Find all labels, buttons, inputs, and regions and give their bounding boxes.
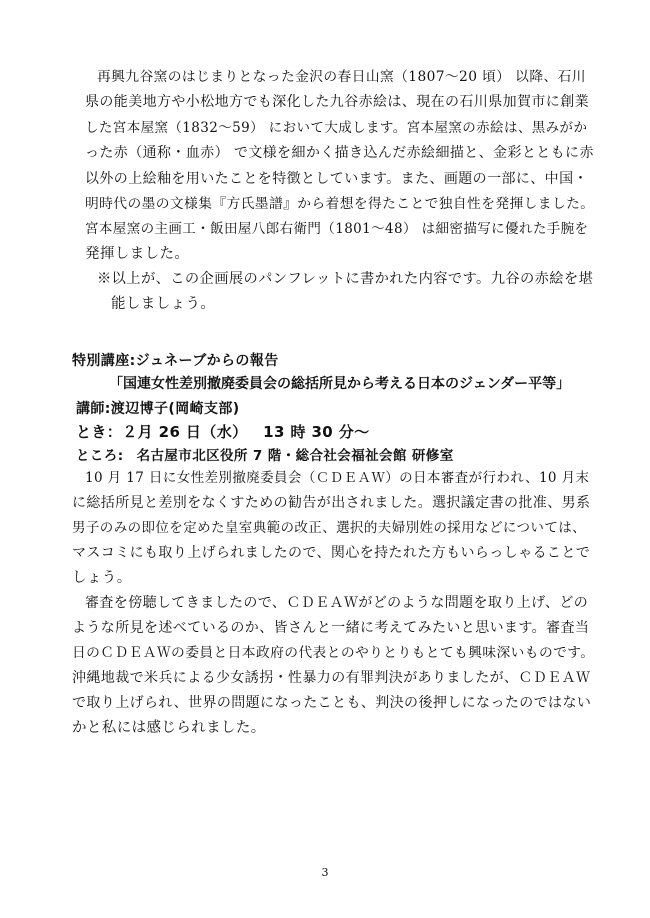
lecture-title: 「国連女性差別撤廃委員会の総括所見から考える日本のジェンダー平等」 <box>109 376 571 392</box>
place-label: ところ: <box>76 448 124 464</box>
lecture-date <box>76 422 370 442</box>
intro-line: 以外の上絵釉を用いたことを特徴としています。また、画題の一部に、中国・ <box>85 171 588 187</box>
lecture-place <box>76 446 454 466</box>
lecturer: 講師:渡辺博子(岡崎支部) <box>76 401 240 417</box>
note-line: ※以上が、この企画展のパンフレットに書かれた内容です。九谷の赤絵を堪 <box>97 271 594 287</box>
time-value: 13 時 30 分～ <box>263 423 370 441</box>
intro-line: 再興九谷窯のはじまりとなった金沢の春日山窯（1807～20 頃） 以降、石川 <box>97 69 586 85</box>
body-line: しょう。 <box>72 570 132 586</box>
intro-line: った赤（通称・血赤） で文様を細かく描き込んだ赤絵細描と、金彩とともに赤 <box>85 145 594 161</box>
body-line: マスコミにも取り上げられましたので、関心を持たれた方もいらっしゃることで <box>72 545 591 561</box>
body-line: 10 月 17 日に女性差別撤廃委員会（ＣＤＥＡＷ）の日本審査が行われ、10 月末 <box>85 470 590 486</box>
intro-line: 明時代の墨の文様集『方氏墨譜』から着想を得たことで独自性を発揮しました。 <box>85 196 595 212</box>
intro-line: 発揮しました。 <box>85 246 190 262</box>
body-line: に総括所見と差別をなくすための勧告が出されました。選択議定書の批准、男系 <box>72 495 591 511</box>
intro-line: した宮本屋窯（1832～59） において大成します。宮本屋窯の赤絵は、黒みがか <box>85 120 588 136</box>
body-line: 沖縄地裁で米兵による少女誘拐・性暴力の有罪判決がありましたが、ＣＤＥＡＷ <box>72 670 591 686</box>
body-line: 男子のみの即位を定めた皇室典範の改正、選択的夫婦別姓の採用などについては、 <box>72 520 587 536</box>
lecture-heading: 特別講座:ジュネーブからの報告 <box>72 353 279 369</box>
intro-line: 県の能美地方や小松地方でも深化した九谷赤絵は、現在の石川県加賀市に創業 <box>85 94 589 110</box>
body-line: で取り上げられ、世界の問題になったことも、判決の後押しになったのではない <box>72 695 592 711</box>
place-value: 名古屋市北区役所 7 階・総合社会福祉会館 研修室 <box>136 448 454 464</box>
note-line: 能しましょう。 <box>111 296 216 312</box>
body-line: 審査を傍聴してきましたので、ＣＤＥＡＷがどのような問題を取り上げ、どの <box>85 595 589 611</box>
body-line: 日のＣＤＥＡＷの委員と日本政府の代表とのやりとりもとても興味深いものです。 <box>72 645 595 661</box>
body-line: かと私には感じられました。 <box>72 720 266 736</box>
intro-line: 宮本屋窯の主画工・飯田屋八郎右衛門（1801～48） は細密描写に優れた手腕を <box>85 221 589 237</box>
date-label: とき：２月 26 日（水） <box>76 423 248 441</box>
page-number: 3 <box>321 866 329 879</box>
body-line: ような所見を述べているのか、皆さんと一緒に考えてみたいと思います。審査当 <box>72 620 590 636</box>
